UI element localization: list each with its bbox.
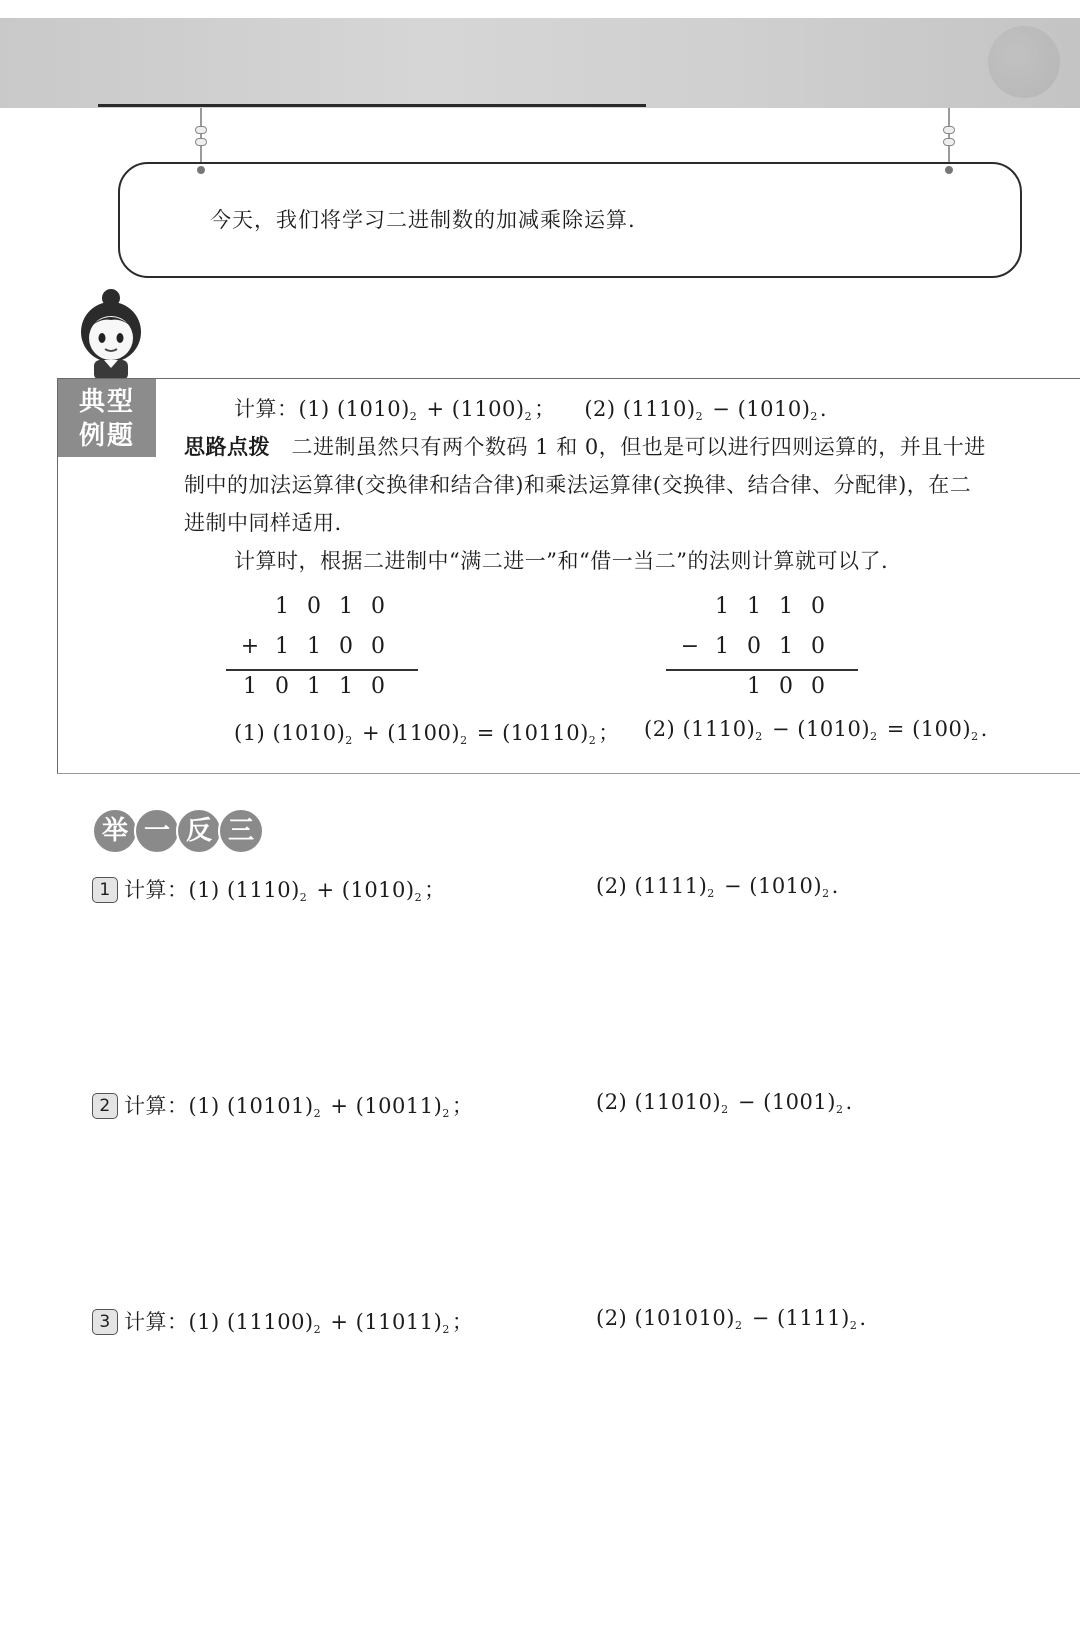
practice-item-1: 1 计算：(1) $(1110)_2 + (1010)_2$；	[92, 874, 446, 904]
item-number-badge: 3	[92, 1309, 118, 1335]
page-header-band	[0, 18, 1080, 108]
hint-line-1: 思路点拨 二进制虽然只有两个数码 1 和 0，但也是可以进行四则运算的，并且十进	[184, 435, 986, 459]
vertical-addition: 1 0 1 0 + 1 1 0 0 1 0 1 1 0	[234, 587, 394, 707]
practice-title: 举 一 反 三	[92, 808, 260, 852]
answer-1: (1) $(1010)_2 + (1100)_2 = (10110)_2$；	[234, 721, 620, 747]
intro-box	[118, 162, 1022, 278]
hint-line-4: 计算时，根据二进制中“满二进一”和“借一当二”的法则计算就可以了.	[234, 549, 889, 573]
badge-line-1: 典型	[78, 387, 135, 417]
practice-item-3-part-2: (2) $(101010)_2 - (1111)_2$.	[596, 1306, 867, 1332]
example-problem: 计算：(1) $(1010)_2 + (1100)_2$； (2) $(1110)_2 - (1010)_2$.	[234, 397, 828, 423]
vertical-subtraction: 1 1 1 0 − 1 0 1 0 1 0 0	[674, 587, 834, 707]
example-panel	[57, 378, 1080, 774]
practice-item-3: 3 计算：(1) $(11100)_2 + (11011)_2$；	[92, 1306, 473, 1336]
subtraction-rule	[666, 669, 858, 671]
example-badge	[58, 379, 156, 457]
header-rule	[98, 104, 646, 107]
hint-line-3: 进制中同样适用.	[184, 511, 342, 535]
badge-line-2: 例题	[78, 421, 135, 451]
item-number-badge: 2	[92, 1093, 118, 1119]
hint-label: 思路点拨	[184, 435, 270, 459]
practice-item-2: 2 计算：(1) $(10101)_2 + (10011)_2$；	[92, 1090, 473, 1120]
practice-item-2-part-2: (2) $(11010)_2 - (1001)_2$.	[596, 1090, 853, 1116]
addition-rule	[226, 669, 418, 671]
hint-line-2: 制中的加法运算律(交换律和结合律)和乘法运算律(交换律、结合律、分配律)，在二	[184, 473, 972, 497]
girl-mascot-icon	[72, 288, 150, 380]
answer-2: (2) $(1110)_2 - (1010)_2 = (100)_2$.	[644, 717, 988, 743]
item-number-badge: 1	[92, 877, 118, 903]
header-decoration-circle	[988, 26, 1060, 98]
practice-item-1-part-2: (2) $(1111)_2 - (1010)_2$.	[596, 874, 839, 900]
intro-text: 今天，我们将学习二进制数的加减乘除运算.	[210, 208, 636, 232]
